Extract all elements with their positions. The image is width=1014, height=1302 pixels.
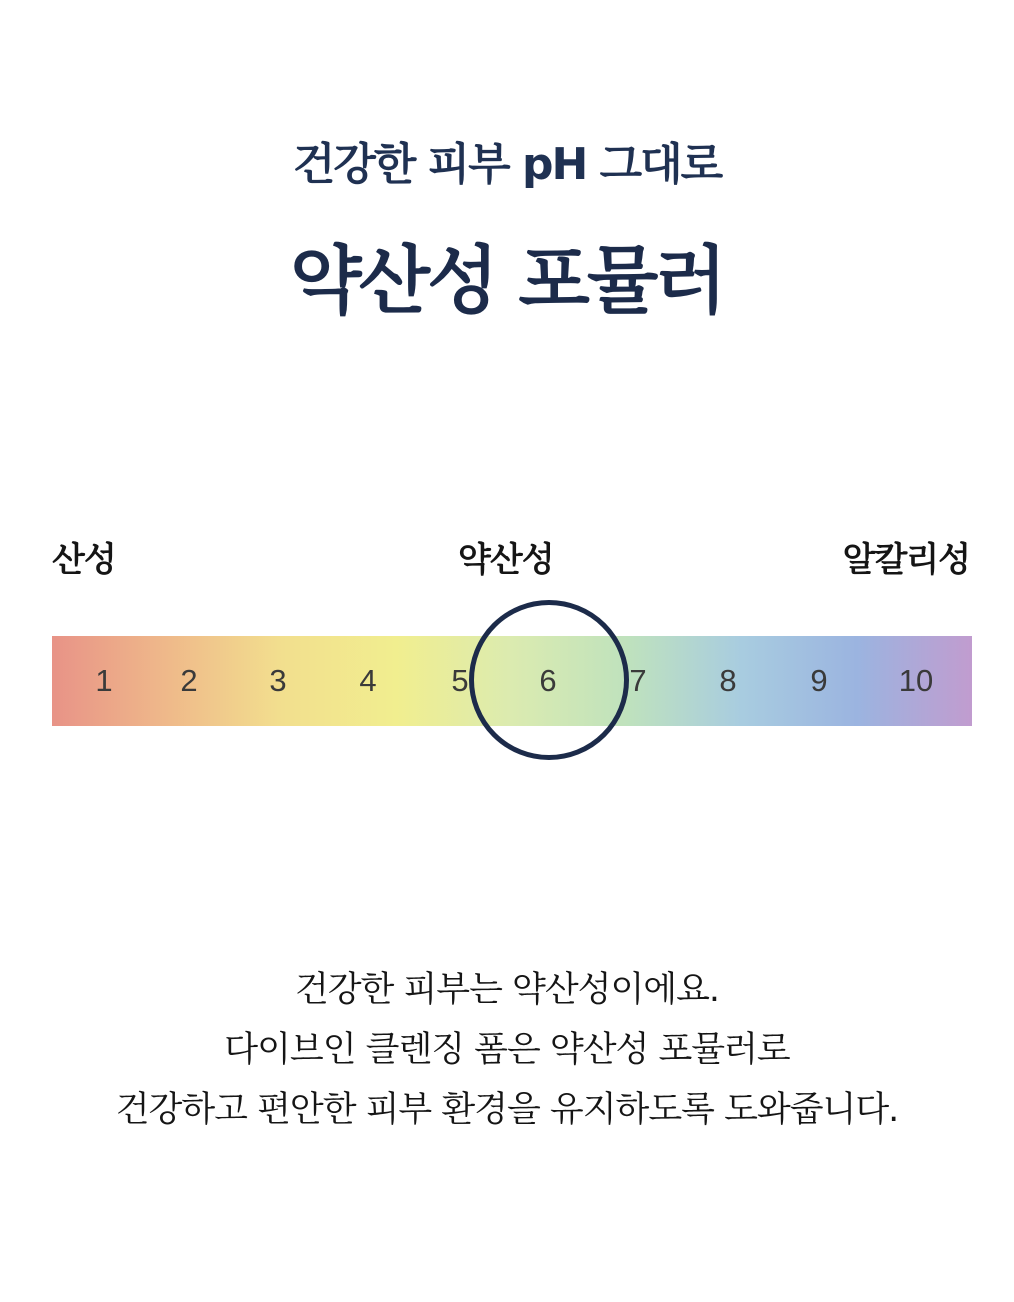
ph-number-1: 1 [95,663,113,698]
ph-number-10: 10 [898,663,934,698]
ph-number-9: 9 [810,663,828,698]
page-title: 약산성 포뮬러 [290,238,724,324]
ph-number-3: 3 [269,663,287,698]
ph-number-2: 2 [180,663,198,698]
ph-number-8: 8 [719,663,737,698]
scale-label-alkaline: 알칼리성 [842,540,970,580]
scale-label-acidic: 산성 [52,540,116,580]
ph-number-6: 6 [539,663,557,698]
ph-highlight-ring [469,600,629,760]
description-line-3: 건강하고 편안한 피부 환경을 유지하도록 도와줍니다. [115,1090,899,1130]
ph-number-4: 4 [359,663,377,698]
description-line-1: 건강한 피부는 약산성이에요. [294,970,720,1010]
description-line-2: 다이브인 클렌징 폼은 약산성 포뮬러로 [224,1030,790,1070]
ph-number-5: 5 [451,663,469,698]
subtitle: 건강한 피부 pH 그대로 [292,139,722,190]
scale-label-weak-acidic: 약산성 [458,540,554,580]
ph-number-7: 7 [629,663,647,698]
